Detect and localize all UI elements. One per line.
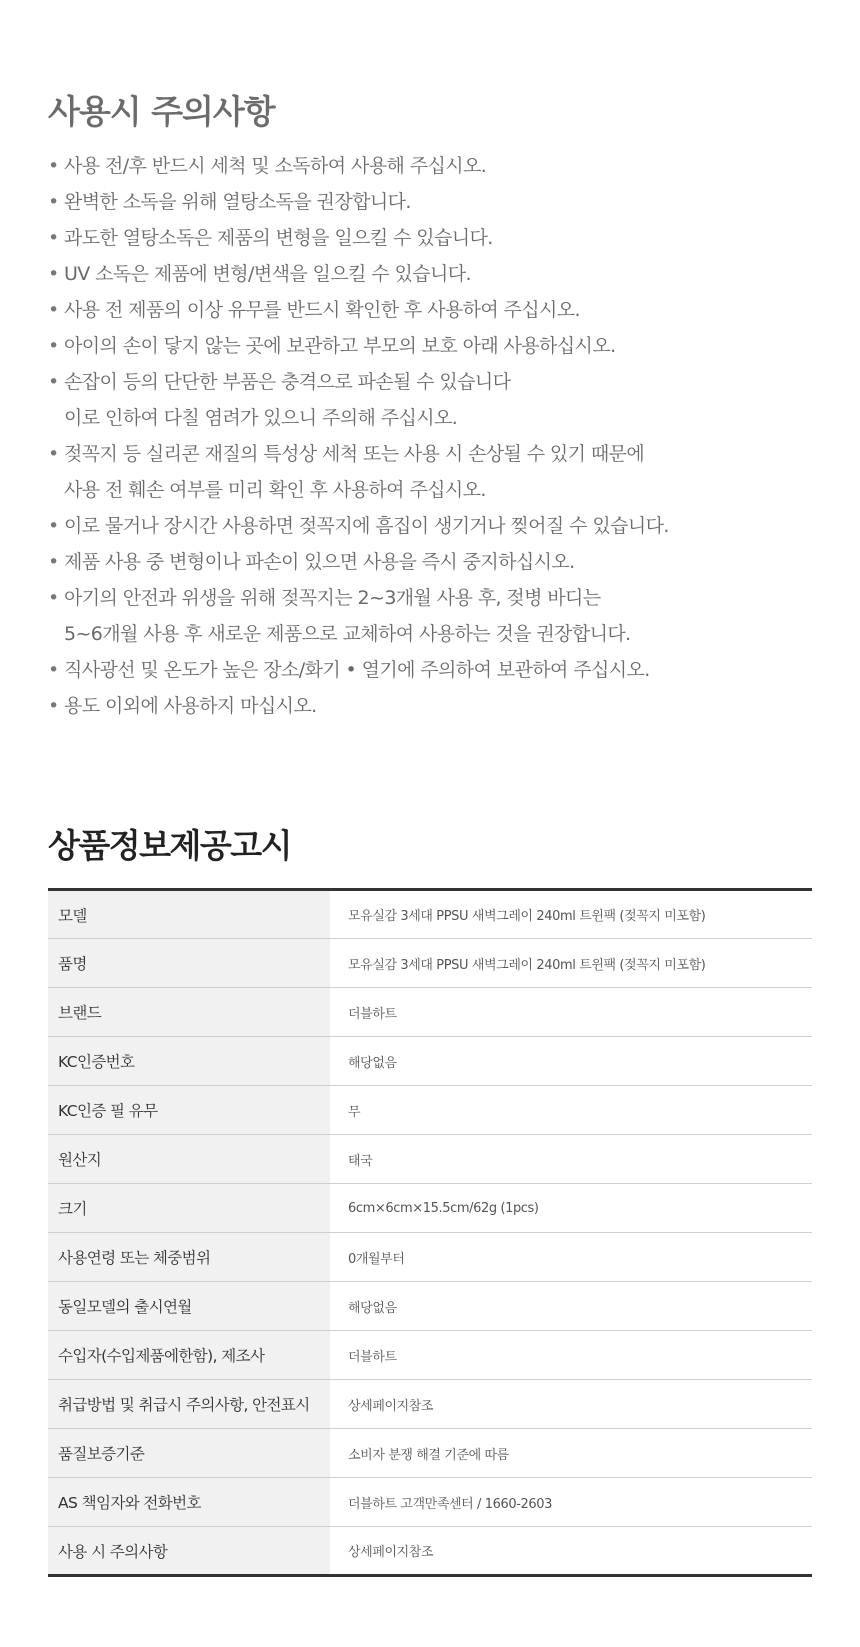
row-value: 더블하트 [330, 988, 812, 1037]
row-label: 원산지 [48, 1135, 330, 1184]
caution-list [48, 148, 838, 724]
row-label: 동일모델의 출시연월 [48, 1282, 330, 1331]
table-row [48, 1184, 812, 1233]
caution-item [48, 292, 838, 328]
caution-text: UV 소독은 제품에 변형/변색을 일으킬 수 있습니다. [64, 263, 471, 285]
bullet-icon: • [48, 299, 59, 321]
table-row [48, 1135, 812, 1184]
caution-text: 손잡이 등의 단단한 부품은 충격으로 파손될 수 있습니다 [64, 371, 511, 393]
row-value: 해당없음 [330, 1037, 812, 1086]
caution-item [48, 436, 838, 508]
table-row [48, 1282, 812, 1331]
product-info-title: 상품정보제공고시 [48, 826, 292, 865]
row-value: 6cm×6cm×15.5cm/62g (1pcs) [330, 1184, 812, 1233]
row-label: 수입자(수입제품에한함), 제조사 [48, 1331, 330, 1380]
caution-text: 아기의 안전과 위생을 위해 젖꼭지는 2~3개월 사용 후, 젖병 바디는 [64, 587, 601, 609]
table-row [48, 1086, 812, 1135]
caution-text: 5~6개월 사용 후 새로운 제품으로 교체하여 사용하는 것을 권장합니다. [64, 623, 631, 645]
caution-text: 용도 이외에 사용하지 마십시오. [64, 695, 317, 717]
row-value: 더블하트 [330, 1331, 812, 1380]
caution-item [48, 364, 838, 436]
row-label: 취급방법 및 취급시 주의사항, 안전표시 [48, 1380, 330, 1429]
table-row [48, 1478, 812, 1527]
caution-text: 아이의 손이 닿지 않는 곳에 보관하고 부모의 보호 아래 사용하십시오. [64, 335, 616, 357]
bullet-icon: • [48, 551, 59, 573]
caution-item [48, 148, 838, 184]
bullet-icon: • [48, 155, 59, 177]
table-row [48, 988, 812, 1037]
row-value: 더블하트 고객만족센터 / 1660-2603 [330, 1478, 812, 1527]
row-value: 상세페이지참조 [348, 1545, 434, 1560]
caution-item [48, 184, 838, 220]
bullet-icon: • [48, 587, 59, 609]
row-value: 무 [330, 1086, 812, 1135]
bullet-icon: • [48, 443, 59, 465]
table-row [48, 1380, 812, 1429]
row-label: KC인증번호 [48, 1037, 330, 1086]
caution-text: 완벽한 소독을 위해 열탕소독을 권장합니다. [64, 191, 411, 213]
caution-text: 젖꼭지 등 실리콘 재질의 특성상 세척 또는 사용 시 손상될 수 있기 때문에 [64, 443, 645, 465]
bullet-icon: • [48, 263, 59, 285]
row-value: 0개월부터 [330, 1233, 812, 1282]
caution-text: 과도한 열탕소독은 제품의 변형을 일으킬 수 있습니다. [64, 227, 493, 249]
table-row [48, 1037, 812, 1086]
row-value: 상세페이지참조 [330, 1380, 812, 1429]
caution-item [48, 688, 838, 724]
caution-item [48, 328, 838, 364]
table-row [48, 1331, 812, 1380]
table-row [48, 890, 812, 939]
caution-text: 이로 물거나 장시간 사용하면 젖꼭지에 흠집이 생기거나 찢어질 수 있습니다. [64, 515, 669, 537]
caution-text: 이로 인하여 다칠 염려가 있으니 주의해 주십시오. [64, 407, 458, 429]
bullet-icon: • [48, 191, 59, 213]
row-label: 모델 [48, 890, 330, 939]
table-row [48, 1527, 812, 1576]
caution-item [48, 652, 838, 688]
row-label: 사용 시 주의사항 [48, 1527, 330, 1576]
bullet-icon: • [48, 659, 59, 681]
row-label: 브랜드 [48, 988, 330, 1037]
caution-text: 사용 전 훼손 여부를 미리 확인 후 사용하여 주십시오. [64, 479, 486, 501]
table-row [48, 1233, 812, 1282]
caution-item [48, 580, 838, 652]
row-label: 크기 [48, 1184, 330, 1233]
caution-item [48, 220, 838, 256]
caution-section-title: 사용시 주의사항 [48, 92, 275, 131]
product-info-table [48, 888, 812, 1577]
caution-item [48, 508, 838, 544]
row-label: 사용연령 또는 체중범위 [48, 1233, 330, 1282]
bullet-icon: • [48, 335, 59, 357]
table-row [48, 939, 812, 988]
row-label: 품질보증기준 [48, 1429, 330, 1478]
bullet-icon: • [48, 227, 59, 249]
row-label: AS 책임자와 전화번호 [48, 1478, 330, 1527]
bullet-icon: • [48, 515, 59, 537]
table-row [48, 1429, 812, 1478]
row-value: 태국 [330, 1135, 812, 1184]
row-label: 품명 [48, 939, 330, 988]
bullet-icon: • [48, 695, 59, 717]
caution-text: 직사광선 및 온도가 높은 장소/화기 • 열기에 주의하여 보관하여 주십시오. [64, 659, 650, 681]
row-value: 모유실감 3세대 PPSU 새벽그레이 240ml 트윈팩 (젖꼭지 미포함) [330, 939, 812, 988]
bullet-icon: • [48, 371, 59, 393]
caution-text: 사용 전 제품의 이상 유무를 반드시 확인한 후 사용하여 주십시오. [64, 299, 581, 321]
row-value: 해당없음 [330, 1282, 812, 1331]
row-value: 소비자 분쟁 해결 기준에 따름 [330, 1429, 812, 1478]
caution-text: 제품 사용 중 변형이나 파손이 있으면 사용을 즉시 중지하십시오. [64, 551, 575, 573]
row-value: 모유실감 3세대 PPSU 새벽그레이 240ml 트윈팩 (젖꼭지 미포함) [330, 890, 812, 939]
row-label: KC인증 필 유무 [48, 1086, 330, 1135]
caution-text: 사용 전/후 반드시 세척 및 소독하여 사용해 주십시오. [64, 155, 487, 177]
caution-item [48, 256, 838, 292]
caution-item [48, 544, 838, 580]
